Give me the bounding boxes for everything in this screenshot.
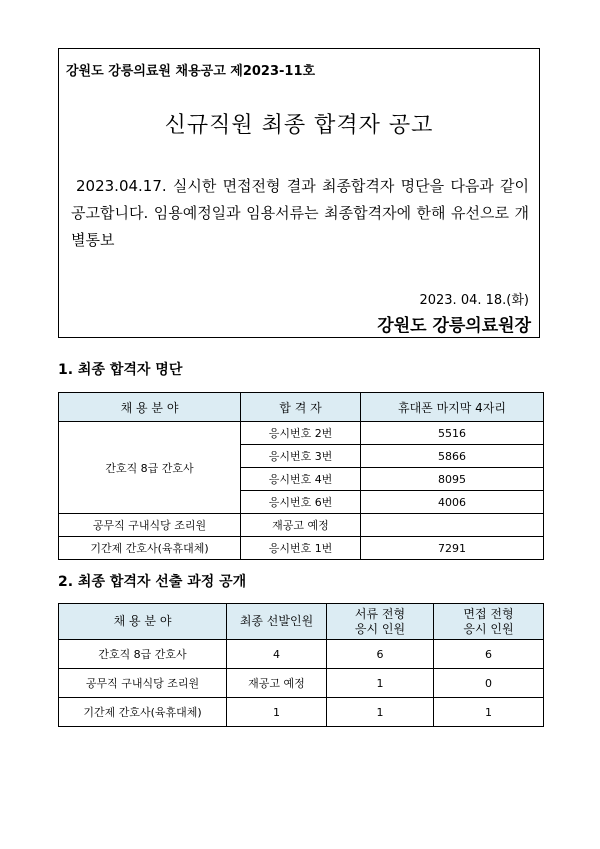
header-selected: 최종 선발인원 bbox=[227, 604, 327, 640]
applicant-cell: 응시번호 4번 bbox=[241, 468, 361, 491]
header-int-line2: 응시 인원 bbox=[463, 621, 514, 636]
interview-cell: 6 bbox=[434, 640, 544, 669]
header-interview bbox=[434, 604, 544, 640]
section2-title: 2. 최종 합격자 선출 과정 공개 bbox=[58, 574, 247, 590]
table-row bbox=[59, 669, 544, 698]
notice-number: 강원도 강릉의료원 채용공고 제2023-11호 bbox=[66, 64, 316, 79]
phone-cell: 4006 bbox=[361, 491, 544, 514]
table-row bbox=[59, 537, 544, 560]
field-cell: 공무직 구내식당 조리원 bbox=[59, 669, 227, 698]
table-header-row bbox=[59, 604, 544, 640]
phone-cell: 5866 bbox=[361, 445, 544, 468]
header-field: 채 용 분 야 bbox=[59, 393, 241, 422]
applicant-cell: 응시번호 1번 bbox=[241, 537, 361, 560]
header-int-line1: 면접 전형 bbox=[463, 606, 514, 621]
applicant-cell: 응시번호 6번 bbox=[241, 491, 361, 514]
selected-cell: 재공고 예정 bbox=[227, 669, 327, 698]
phone-cell: 8095 bbox=[361, 468, 544, 491]
doc-cell: 6 bbox=[327, 640, 434, 669]
header-doc-screening bbox=[327, 604, 434, 640]
final-pass-table bbox=[58, 392, 544, 560]
doc-cell: 1 bbox=[327, 669, 434, 698]
header-field: 채 용 분 야 bbox=[59, 604, 227, 640]
phone-cell bbox=[361, 514, 544, 537]
notice-box bbox=[58, 48, 540, 338]
page-title: 신규직원 최종 합격자 공고 bbox=[164, 113, 434, 138]
notice-body: 2023.04.17. 실시한 면접전형 결과 최종합격자 명단을 다음과 같이 공고합니다. 임용예정일과 임용서류는 최종합격자에 한해 유선으로 개별통보 bbox=[71, 177, 529, 249]
selected-cell: 1 bbox=[227, 698, 327, 727]
field-cell: 기간제 간호사(육휴대체) bbox=[59, 537, 241, 560]
interview-cell: 0 bbox=[434, 669, 544, 698]
phone-cell: 5516 bbox=[361, 422, 544, 445]
header-doc-line1: 서류 전형 bbox=[354, 606, 406, 621]
interview-cell: 1 bbox=[434, 698, 544, 727]
table-row bbox=[59, 640, 544, 669]
table-row bbox=[59, 698, 544, 727]
applicant-cell: 응시번호 2번 bbox=[241, 422, 361, 445]
header-doc-line2: 응시 인원 bbox=[354, 621, 406, 636]
doc-cell: 1 bbox=[327, 698, 434, 727]
table-row bbox=[59, 422, 544, 445]
header-phone: 휴대폰 마지막 4자리 bbox=[361, 393, 544, 422]
selection-process-table bbox=[58, 603, 544, 727]
notice-date: 2023. 04. 18.(화) bbox=[419, 293, 529, 308]
applicant-cell: 응시번호 3번 bbox=[241, 445, 361, 468]
field-cell: 기간제 간호사(육휴대체) bbox=[59, 698, 227, 727]
phone-cell: 7291 bbox=[361, 537, 544, 560]
notice-signer: 강원도 강릉의료원장 bbox=[377, 316, 531, 336]
table-row bbox=[59, 514, 544, 537]
field-cell: 공무직 구내식당 조리원 bbox=[59, 514, 241, 537]
selected-cell: 4 bbox=[227, 640, 327, 669]
header-applicant: 합 격 자 bbox=[241, 393, 361, 422]
section1-title: 1. 최종 합격자 명단 bbox=[58, 362, 183, 378]
field-cell: 간호직 8급 간호사 bbox=[59, 640, 227, 669]
field-cell: 간호직 8급 간호사 bbox=[59, 422, 241, 514]
applicant-cell: 재공고 예정 bbox=[241, 514, 361, 537]
table-header-row bbox=[59, 393, 544, 422]
